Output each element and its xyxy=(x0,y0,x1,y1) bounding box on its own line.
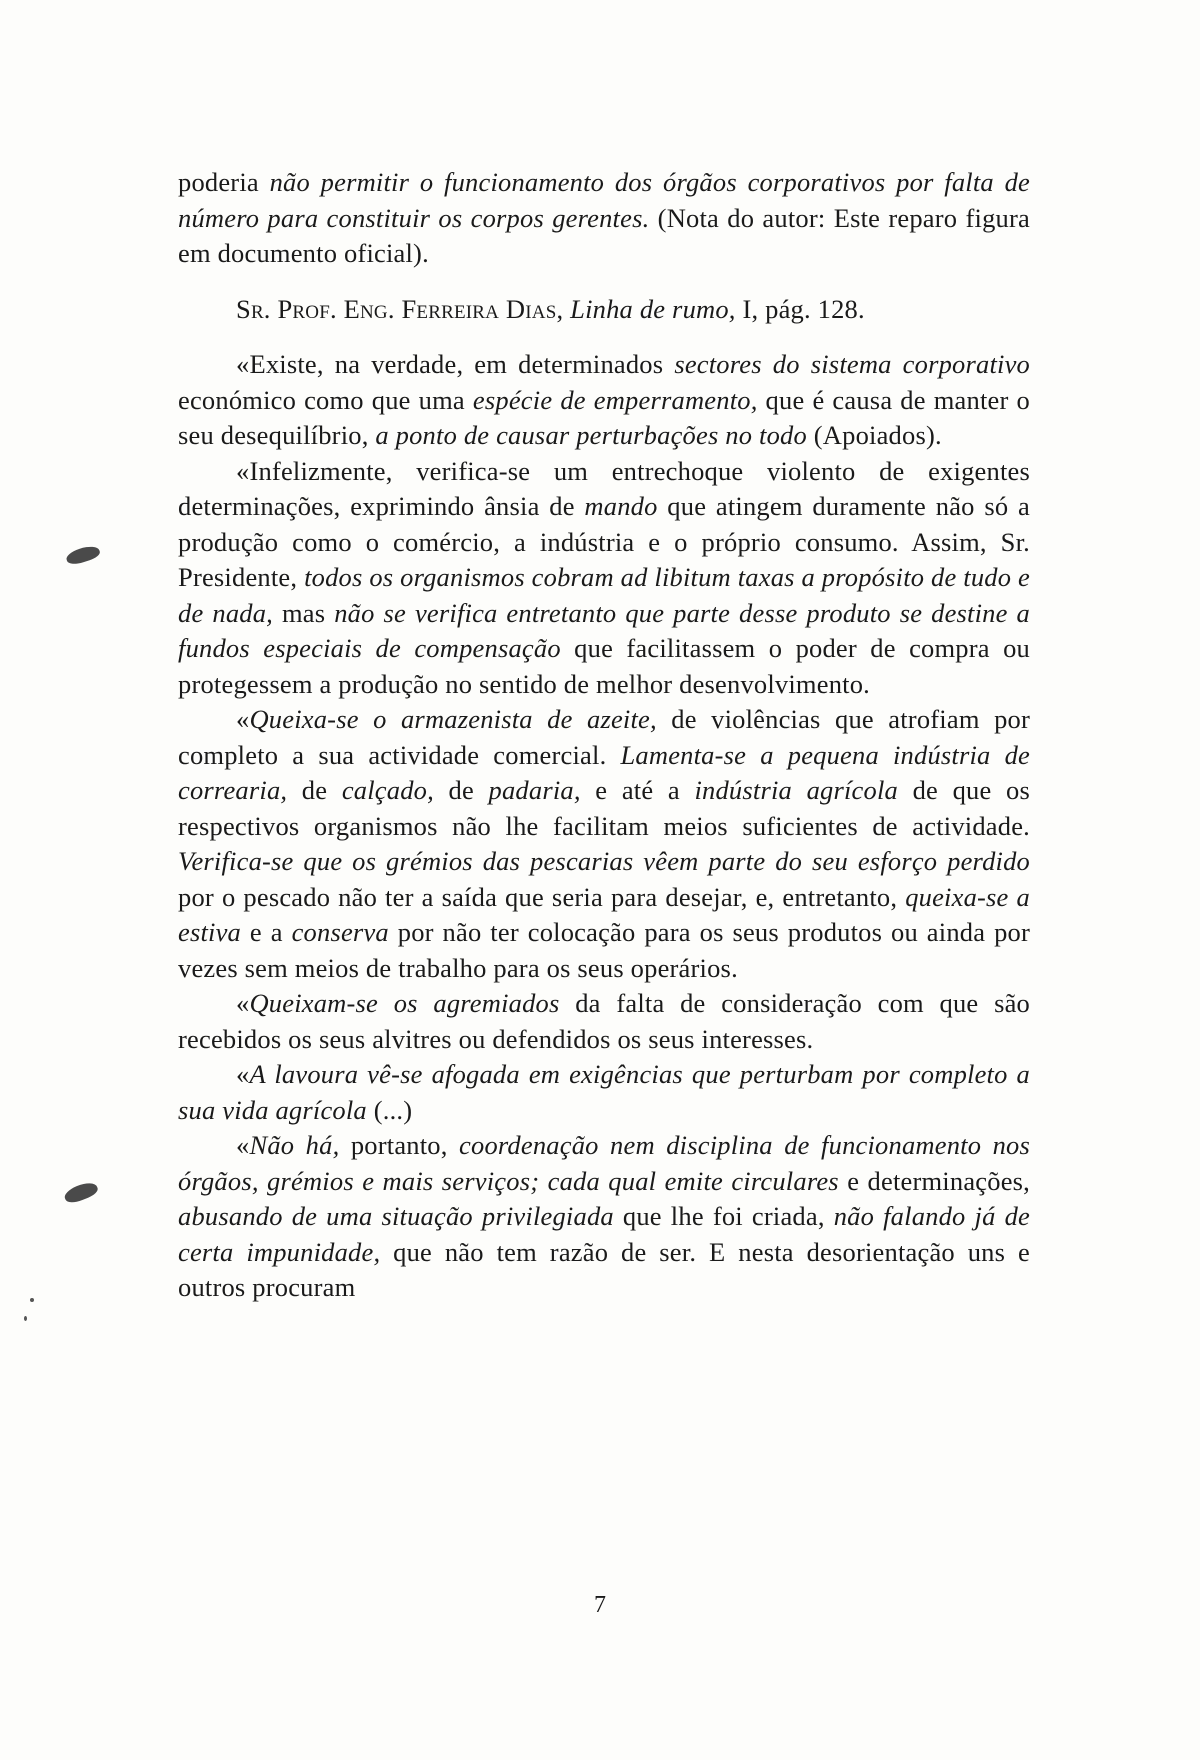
quote-paragraph: «Não há, portanto, coordenação nem disciplina de funcionamento nos órgãos, grémios e mais serviços; cada qual emite circulares e determinações, abusando de uma situação privilegiada que lhe foi criada, não falando já de certa impunidade, que não tem razão de ser. E nesta desorientação uns e outros procuram xyxy=(178,1130,1031,1302)
ink-smudge-bottom xyxy=(62,1179,99,1206)
scan-fleck xyxy=(24,1316,27,1321)
quote-paragraph: «Queixa-se o armazenista de azeite, de violências que atrofiam por completo a sua actividade comercial. Lamenta-se a pequena indústria de correaria, de calçado, de padaria, e até a indústria agrícola de que os respectivos organismos não lhe facilitam meios suficientes de actividade. Verifica-se que os grémios das pescarias vêem parte do seu esforço perdido por o pescado não ter a saída que seria para desejar, e, entretanto, queixa-se a estiva e a conserva por não ter colocação para os seus produtos ou ainda por vezes sem meios de trabalho para os seus operários. xyxy=(178,704,1031,983)
quote-paragraph: «Queixam-se os agremiados da falta de consideração com que são recebidos os seus alvitres ou defendidos os seus interesses. xyxy=(178,988,1031,1054)
quote-paragraph: «Existe, na verdade, em determinados sectores do sistema corporativo económico como que uma espécie de emperramento, que é causa de manter o seu desequilíbrio, a ponto de causar perturbações no todo (Apoiados). xyxy=(178,349,1030,450)
paragraph-continuation: poderia não permitir o funcionamento dos órgãos corporativos por falta de número para constituir os corpos gerentes. (Nota do autor: Este reparo figura em documento oficial). xyxy=(178,167,1030,268)
quote-paragraph: «Infelizmente, verifica-se um entrechoque violento de exigentes determinações, exprimindo ânsia de mando que atingem duramente não só a produção como o comércio, a indústria e o próprio consumo. Assim, Sr. Presidente, todos os organismos cobram ad libitum taxas a propósito de tudo e de nada, mas não se verifica entretanto que parte desse produto se destine a fundos especiais de compensação que facilitassem o poder de compra ou protegessem a produção no sentido de melhor desenvolvimento. xyxy=(178,455,1031,699)
page-number: 7 xyxy=(594,1592,606,1618)
citation-line: Sr. Prof. Eng. Ferreira Dias, Linha de rumo, I, pág. 128. xyxy=(236,293,865,324)
ink-smudge-top xyxy=(65,543,102,567)
quote-paragraph: «A lavoura vê-se afogada em exigências que perturbam por completo a sua vida agrícola (...) xyxy=(178,1059,1030,1125)
body-text xyxy=(178,165,1030,1306)
scan-fleck xyxy=(30,1298,34,1302)
